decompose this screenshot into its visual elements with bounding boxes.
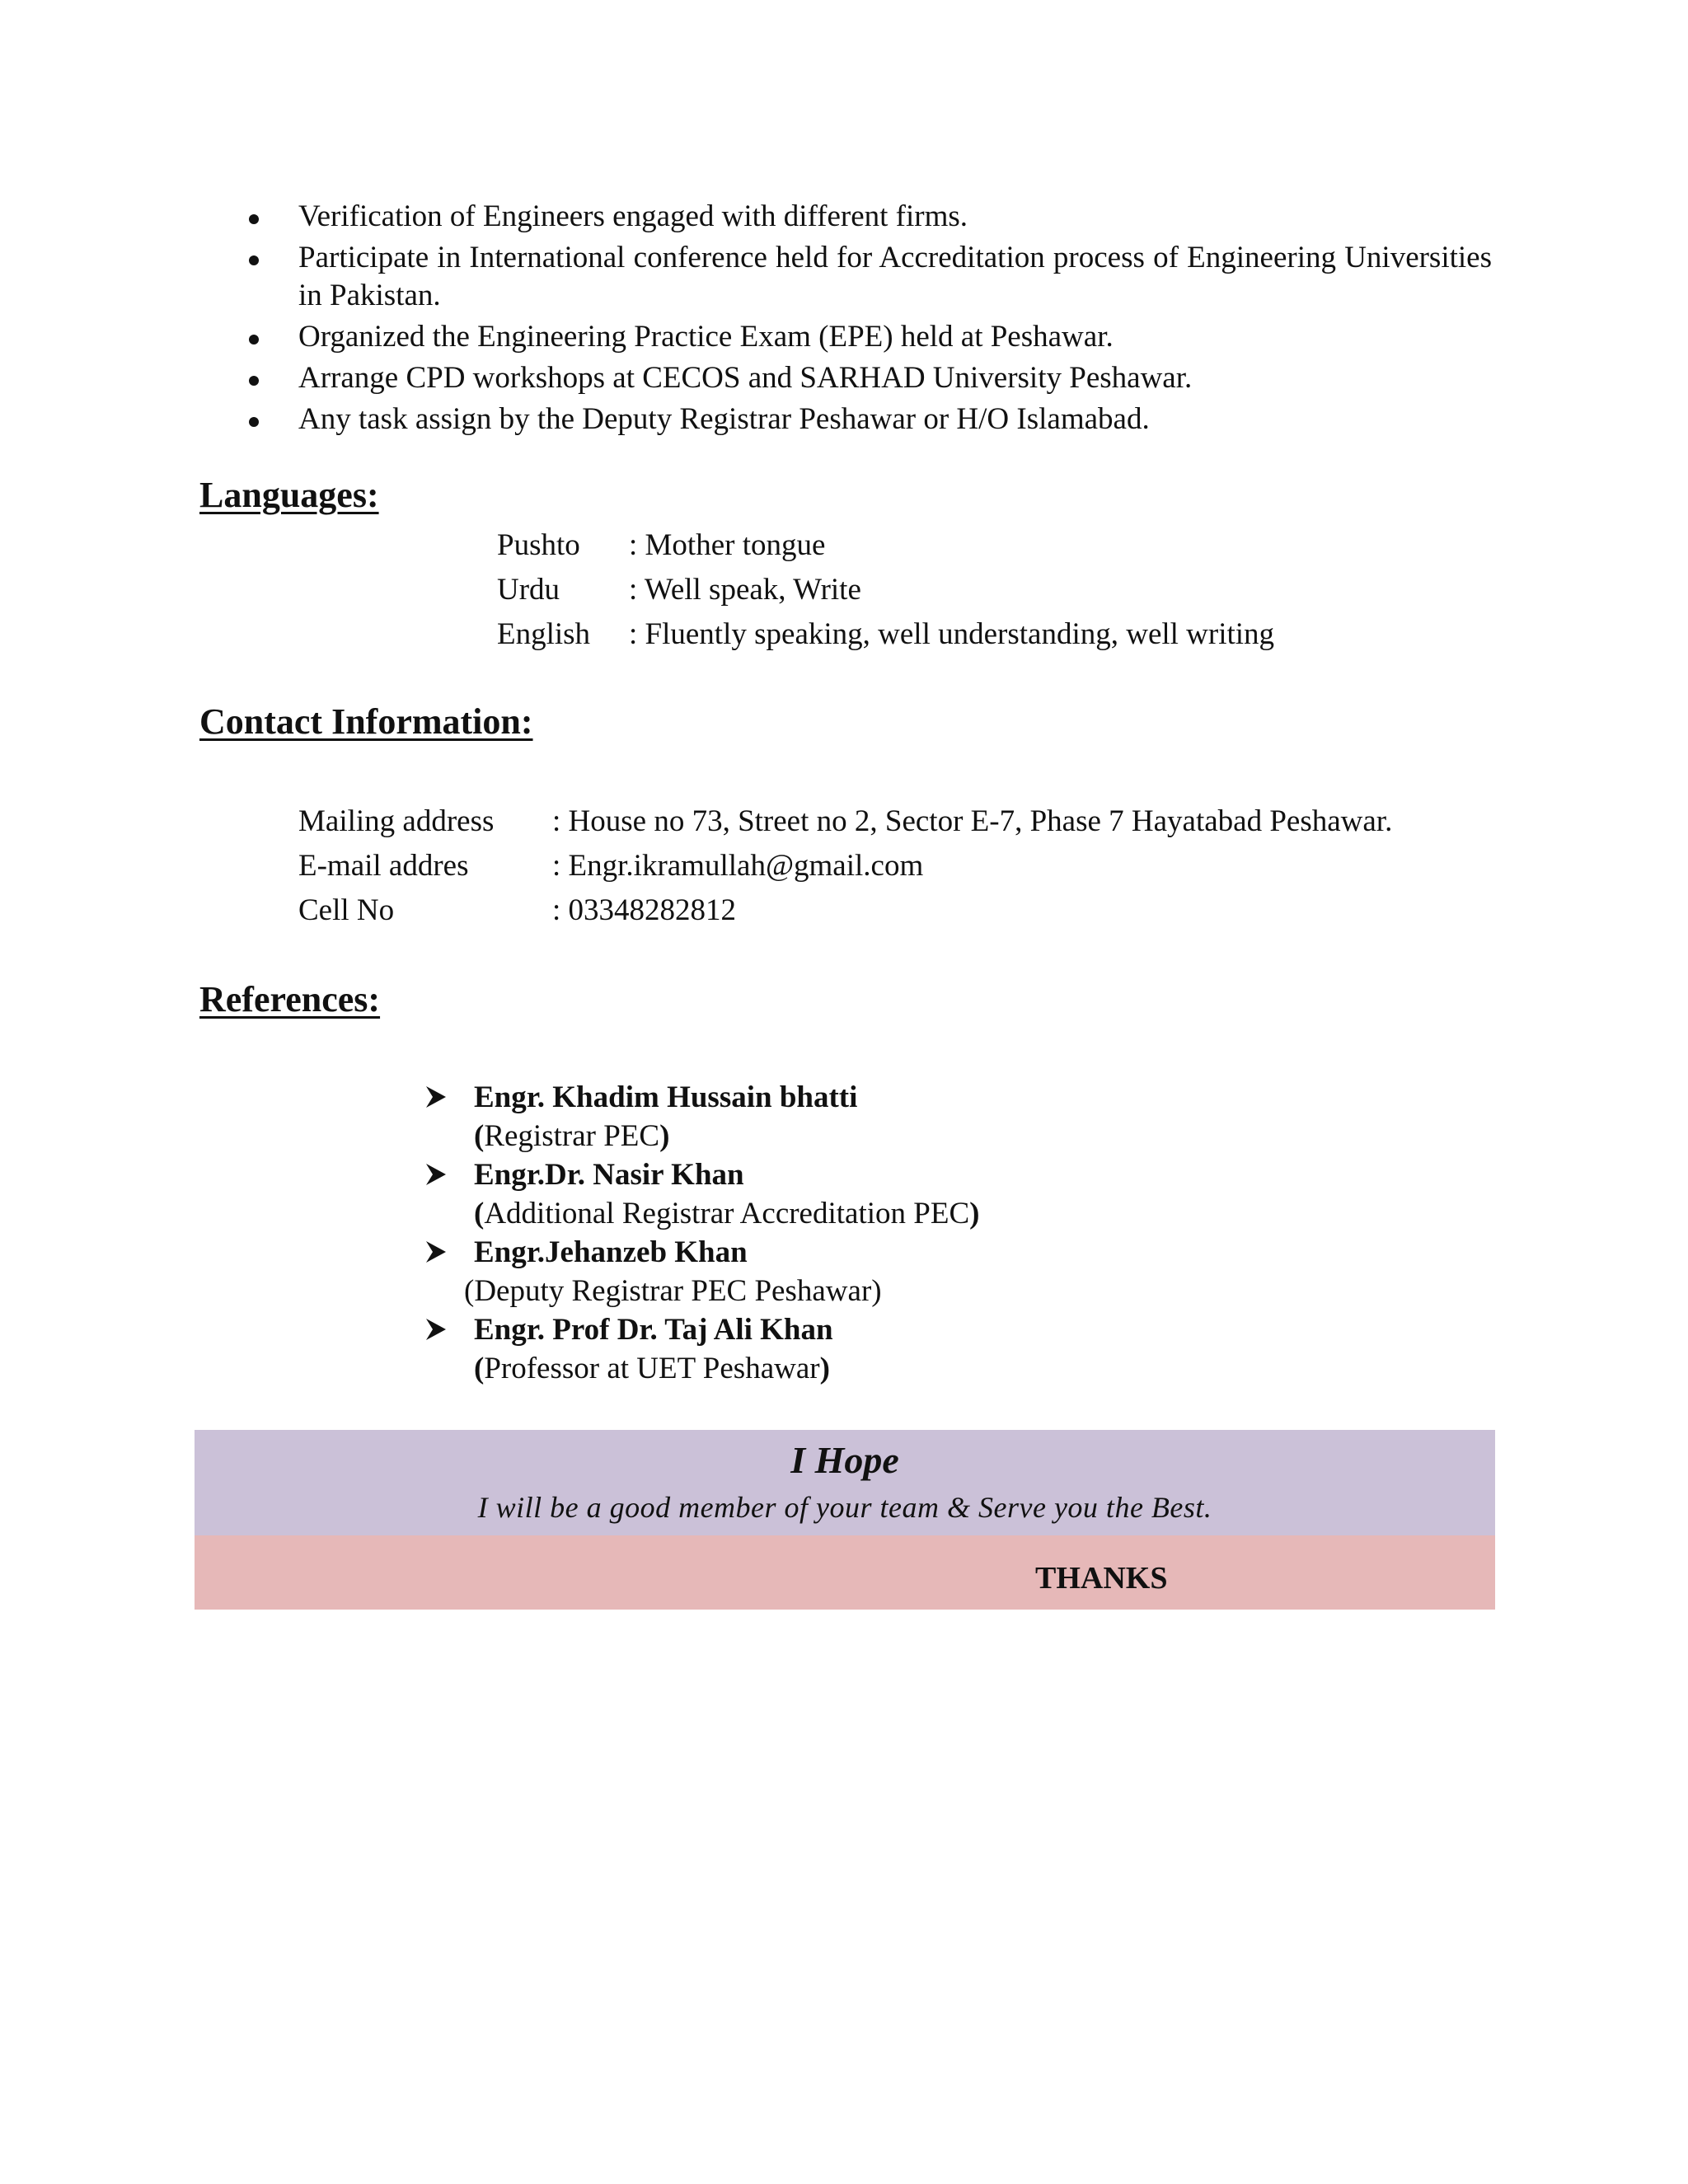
list-item: Any task assign by the Deputy Registrar Peshawar or H/O Islamabad. (247, 401, 1492, 438)
bullet-icon (249, 255, 259, 265)
bullet-icon (249, 417, 259, 427)
arrow-bullet-icon (424, 1317, 448, 1342)
language-value: : Fluently speaking, well understanding, well writing (629, 617, 1275, 651)
closing-title: I Hope (790, 1439, 899, 1481)
arrow-bullet-icon (424, 1162, 448, 1187)
contact-value: : House no 73, Street no 2, Sector E-7, Phase 7 Hayatabad Peshawar. (552, 804, 1393, 838)
language-label: Pushto (497, 528, 580, 562)
references-heading: References: (199, 979, 381, 1019)
reference-role: (Deputy Registrar PEC Peshawar) (464, 1274, 882, 1308)
duties-list (247, 198, 1492, 442)
language-row (497, 523, 1274, 568)
arrow-bullet-icon (424, 1240, 448, 1264)
phone-value: : 03348282812 (552, 893, 737, 927)
contact-row (298, 844, 1392, 888)
languages-heading: Languages: (199, 475, 379, 515)
reference-role: (Registrar PEC) (474, 1119, 670, 1153)
closing-band (195, 1430, 1495, 1535)
language-row (497, 568, 1274, 612)
language-value: : Well speak, Write (629, 573, 861, 607)
reference-role: (Additional Registrar Accreditation PEC) (474, 1197, 980, 1230)
closing-text: I will be a good member of your team & Serve you the Best. (477, 1491, 1212, 1524)
list-item: Verification of Engineers engaged with different firms. (247, 198, 1492, 236)
language-label: Urdu (497, 573, 560, 607)
list-item: Participate in International conference held for Accreditation process of Engineering Universities in Pakistan. (247, 239, 1492, 315)
reference-role: (Professor at UET Peshawar) (474, 1352, 830, 1385)
bullet-icon (249, 376, 259, 386)
reference-name: Engr.Jehanzeb Khan (424, 1233, 979, 1272)
contact-row (298, 799, 1392, 844)
email-value: : Engr.ikramullah@gmail.com (552, 849, 924, 883)
thanks-band (195, 1535, 1495, 1610)
reference-name: Engr. Khadim Hussain bhatti (424, 1078, 979, 1117)
thanks-text: THANKS (1035, 1561, 1168, 1596)
references-list (424, 1078, 979, 1388)
bullet-icon (249, 335, 259, 344)
language-value: : Mother tongue (629, 528, 826, 562)
contact-label: Cell No (298, 893, 395, 927)
contact-label: Mailing address (298, 804, 495, 838)
bullet-icon (249, 214, 259, 224)
contact-row (298, 888, 1392, 933)
language-row (497, 612, 1274, 657)
contact-heading: Contact Information: (199, 701, 533, 742)
languages-table (497, 523, 1274, 657)
list-item: Organized the Engineering Practice Exam (EPE) held at Peshawar. (247, 318, 1492, 356)
contact-label: E-mail addres (298, 849, 469, 883)
reference-name: Engr. Prof Dr. Taj Ali Khan (424, 1310, 979, 1349)
language-label: English (497, 617, 591, 651)
contact-table (298, 799, 1392, 933)
arrow-bullet-icon (424, 1085, 448, 1109)
reference-name: Engr.Dr. Nasir Khan (424, 1155, 979, 1194)
list-item: Arrange CPD workshops at CECOS and SARHAD University Peshawar. (247, 359, 1492, 397)
